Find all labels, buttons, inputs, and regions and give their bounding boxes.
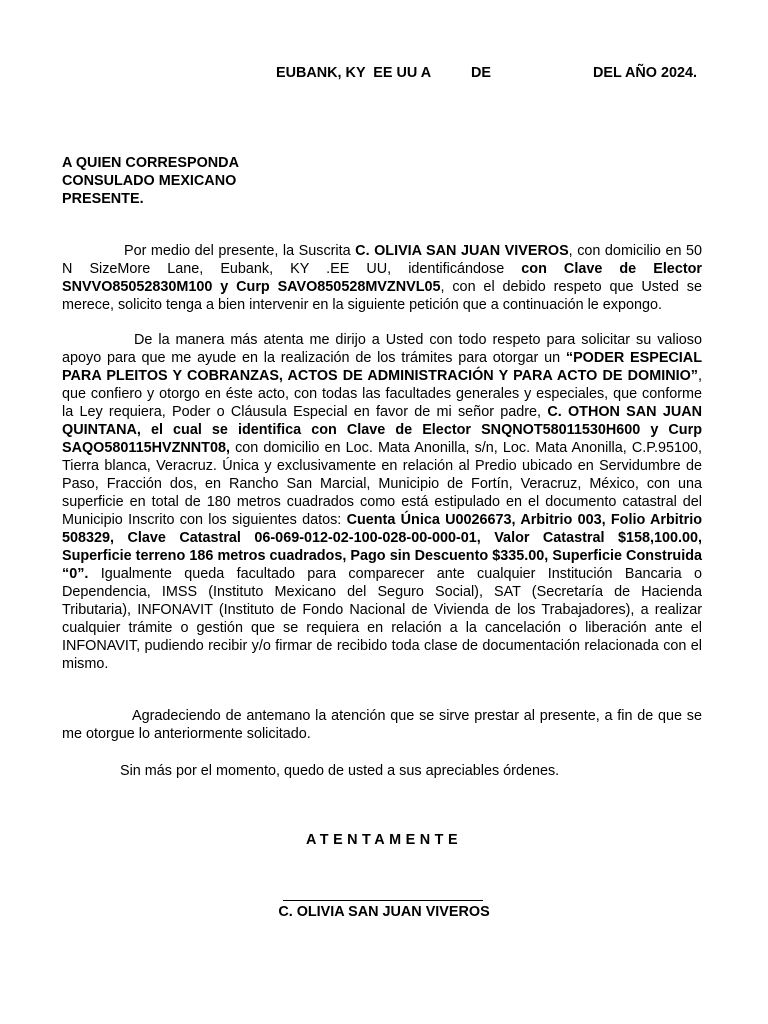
paragraph-bold-text: C. OTHON SAN JUAN QUINTANA, el cual se identifica con Clave de Elector SNQNOT58011530H600 y Curp SAQO580115HVZNNT08,	[62, 404, 702, 456]
paragraph-text: con domicilio en Loc. Mata Anonilla, s/n, Loc. Mata Anonilla, C.P.95100, Tierra blanca, Veracruz. Única y exclusivamente en relación al Predio ubicado en Servidumbre de Paso, Fracción dos, en Rancho San Marcial, Municipio de Fortín, Veracruz, México, con una superficie en total de 180 metros cuadrados como está estipulado en el documento catastral del Municipio Inscrito con los siguientes datos:	[62, 440, 702, 528]
recipient-line: CONSULADO MEXICANO	[62, 173, 237, 189]
paragraph-request	[62, 331, 702, 673]
paragraph-introduction	[62, 242, 702, 314]
paragraph-text: Por medio del presente, la Suscrita	[124, 243, 356, 259]
paragraph-text: Agradeciendo de antemano la atención que se sirve prestar al presente, a fin de que se me otorgue lo anteriormente solicitado.	[62, 708, 702, 742]
paragraph-bold-text: Cuenta Única U0026673, Arbitrio 003, Folio Arbitrio 508329, Clave Catastral 06-069-012-02-100-028-00-000-01, Valor Catastral $158,100.00, Superficie terreno 186 metros cuadrados, Pago sin Descuento $335.00, Superficie Construida “0”.	[62, 512, 702, 582]
paragraph-bold-text: “PODER ESPECIAL PARA PLEITOS Y COBRANZAS, ACTOS DE ADMINISTRACIÓN Y PARA ACTO DE DOMINIO”	[62, 350, 702, 384]
recipient-line: A QUIEN CORRESPONDA	[62, 155, 239, 171]
closing-label: ATENTAMENTE	[305, 832, 463, 848]
paragraph-text: De la manera más atenta me dirijo a Usted con todo respeto para solicitar su valioso apoyo para que me ayude en la realización de los trámites para otorgar un	[62, 332, 702, 366]
signature-line	[283, 900, 483, 901]
recipient-block	[62, 154, 239, 208]
paragraph-text: , con domicilio en 50 N SizeMore Lane, Eubank, KY .EE UU, identificándose	[62, 243, 702, 277]
paragraph-text: Sin más por el momento, quedo de usted a sus apreciables órdenes.	[120, 763, 560, 779]
heading-de: DE	[471, 65, 491, 81]
heading-year: DEL AÑO 2024.	[593, 65, 697, 81]
paragraph-bold-text: con Clave de Elector SNVVO85052830M100 y Curp SAVO850528MVZNVL05	[62, 261, 703, 295]
recipient-line: PRESENTE.	[62, 191, 144, 207]
paragraph-thanks	[62, 707, 702, 743]
paragraph-farewell	[62, 762, 702, 780]
heading-city: EUBANK, KY EE UU A	[276, 65, 432, 81]
paragraph-text: , con el debido respeto que Usted se merece, solicito tenga a bien intervenir en la siguiente petición que a continuación le expongo.	[62, 279, 702, 313]
paragraph-text: Igualmente queda facultado para comparecer ante cualquier Institución Bancaria o Dependencia, IMSS (Instituto Mexicano del Seguro Social), SAT (Secretaría de Hacienda Tributaria), INFONAVIT (Instituto de Fondo Nacional de Vivienda de los Trabajadores), a realizar cualquier trámite o gestión que se requiera en relación a la cancelación o liberación ante el INFONAVIT, pudiendo recibir y/o firmar de recibido toda clase de documentación relacionada con el mismo.	[62, 566, 702, 672]
paragraph-bold-text: C. OLIVIA SAN JUAN VIVEROS	[355, 243, 569, 259]
signature-name: C. OLIVIA SAN JUAN VIVEROS	[278, 904, 490, 920]
paragraph-text: , que confiero y otorgo en éste acto, con todas las facultades generales y especiales, que conforme la Ley requiera, Poder o Cláusula Especial en favor de mi señor padre,	[62, 368, 702, 420]
